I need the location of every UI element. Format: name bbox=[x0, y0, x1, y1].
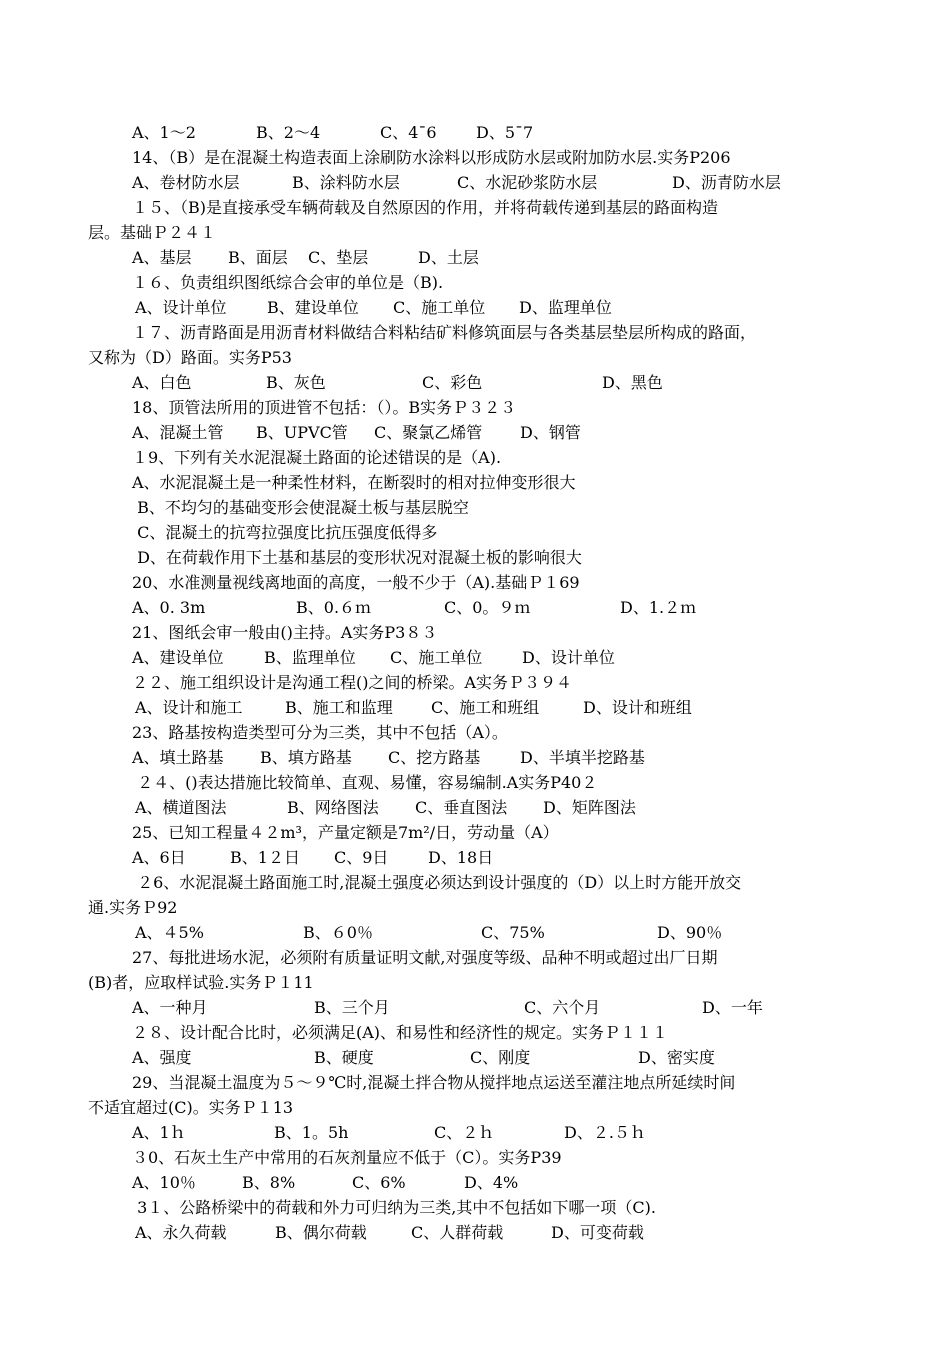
answer-options-row bbox=[88, 995, 878, 1020]
answer-option: D、一年 bbox=[702, 998, 763, 1017]
answer-option: C、垫层 bbox=[308, 248, 369, 267]
answer-option: B、UPVC管 bbox=[256, 423, 348, 442]
answer-option: C、4¯6 bbox=[380, 123, 437, 142]
answer-option: B、网络图法 bbox=[287, 798, 379, 817]
question-text: ２４、()表达措施比较简单、直观、易懂，容易编制.A实务P40２ bbox=[132, 773, 598, 792]
answer-options-row bbox=[88, 795, 878, 820]
answer-option: A、1～2 bbox=[132, 123, 196, 142]
question-text: １６、负责组织图纸综合会审的单位是（B). bbox=[132, 273, 444, 292]
answer-option: B、涂料防水层 bbox=[292, 173, 400, 192]
question-text: １７、沥青路面是用沥青材料做结合料粘结矿料修筑面层与各类基层垫层所构成的路面， bbox=[132, 323, 757, 342]
answer-option: B、1２日 bbox=[230, 848, 300, 867]
answer-option: D、土层 bbox=[418, 248, 479, 267]
answer-option: B、三个月 bbox=[314, 998, 390, 1017]
answer-option: D、沥青防水层 bbox=[672, 173, 781, 192]
answer-option: C、水泥砂浆防水层 bbox=[457, 173, 598, 192]
answer-option: D、半填半挖路基 bbox=[520, 748, 645, 767]
question-text-continued: (B)者，应取样试验.实务Ｐ１11 bbox=[88, 973, 314, 992]
answer-option: D、1.２ｍ bbox=[620, 598, 697, 617]
question-text: 25、已知工程量４２m³，产量定额是7m²/日，劳动量（A） bbox=[132, 823, 559, 842]
answer-option: C、垂直图法 bbox=[415, 798, 508, 817]
question-text: ２８、设计配合比时，必须满足(A)、和易性和经济性的规定。实务Ｐ１１１ bbox=[132, 1023, 669, 1042]
answer-option: D、90％ bbox=[657, 923, 723, 942]
question-text: ２6、水泥混凝土路面施工时,混凝土强度必须达到设计强度的（D）以上时方能开放交 bbox=[132, 873, 742, 892]
answer-option: B、填方路基 bbox=[260, 748, 352, 767]
question-text: 27、每批进场水泥，必须附有质量证明文献,对强度等级、品种不明或超过出厂日期 bbox=[132, 948, 718, 967]
question-text: 18、顶管法所用的顶进管不包括：（）。B实务Ｐ３２３ bbox=[132, 398, 517, 417]
answer-options-row bbox=[88, 845, 878, 870]
answer-option: B、2～4 bbox=[256, 123, 321, 142]
answer-option: C、施工单位 bbox=[390, 648, 483, 667]
answer-option: C、9日 bbox=[334, 848, 389, 867]
answer-option: A、卷材防水层 bbox=[132, 173, 240, 192]
answer-option: D、设计单位 bbox=[522, 648, 615, 667]
answer-option: A、横道图法 bbox=[135, 798, 227, 817]
answer-option: B、施工和监理 bbox=[285, 698, 393, 717]
answer-option: C、２ｈ bbox=[434, 1123, 495, 1142]
answer-option: A、设计单位 bbox=[135, 298, 227, 317]
answer-options-row bbox=[88, 920, 878, 945]
answer-option: D、矩阵图法 bbox=[543, 798, 636, 817]
answer-option: C、人群荷载 bbox=[411, 1223, 504, 1242]
answer-options-row bbox=[88, 1045, 878, 1070]
question-text: D、在荷载作用下土基和基层的变形状况对混凝土板的影响很大 bbox=[132, 548, 582, 567]
answer-option: D、监理单位 bbox=[519, 298, 612, 317]
question-text-continued: 不适宜超过(C)。实务Ｐ１13 bbox=[88, 1098, 294, 1117]
question-text: 21、图纸会审一般由()主持。A实务P3８３ bbox=[132, 623, 438, 642]
question-text: 3１、公路桥梁中的荷载和外力可归纳为三类,其中不包括如下哪一项（C). bbox=[132, 1198, 656, 1217]
answer-option: C、施工单位 bbox=[393, 298, 486, 317]
answer-option: A、0. 3m bbox=[132, 598, 206, 617]
answer-options-row bbox=[88, 1170, 878, 1195]
answer-option: D、钢管 bbox=[520, 423, 581, 442]
answer-option: A、永久荷载 bbox=[135, 1223, 227, 1242]
question-text: B、不均匀的基础变形会使混凝土板与基层脱空 bbox=[132, 498, 469, 517]
answer-options-row bbox=[88, 1220, 878, 1245]
answer-options-row bbox=[88, 295, 878, 320]
answer-options-row bbox=[88, 420, 878, 445]
answer-option: C、彩色 bbox=[422, 373, 483, 392]
question-text: ３0、石灰土生产中常用的石灰剂量应不低于（C）。实务P39 bbox=[132, 1148, 562, 1167]
question-text: 23、路基按构造类型可分为三类，其中不包括（A）。 bbox=[132, 723, 508, 742]
answer-option: A、白色 bbox=[132, 373, 192, 392]
answer-options-row bbox=[88, 595, 878, 620]
answer-option: A、建设单位 bbox=[132, 648, 224, 667]
answer-option: B、面层 bbox=[228, 248, 288, 267]
answer-option: A、一种月 bbox=[132, 998, 208, 1017]
answer-option: A、混凝土管 bbox=[132, 423, 224, 442]
question-text-continued: 通.实务Ｐ92 bbox=[88, 898, 178, 917]
answer-option: C、施工和班组 bbox=[431, 698, 540, 717]
answer-option: B、8% bbox=[242, 1173, 296, 1192]
question-text: C、混凝土的抗弯拉强度比抗压强度低得多 bbox=[132, 523, 438, 542]
answer-option: A、基层 bbox=[132, 248, 192, 267]
exam-question-list bbox=[88, 120, 878, 1245]
answer-option: A、10％ bbox=[132, 1173, 196, 1192]
answer-option: D、5¯7 bbox=[476, 123, 534, 142]
answer-option: C、刚度 bbox=[470, 1048, 531, 1067]
answer-option: D、18日 bbox=[428, 848, 494, 867]
answer-option: C、0。９ｍ bbox=[444, 598, 531, 617]
answer-option: D、可变荷载 bbox=[551, 1223, 644, 1242]
question-text-continued: 层。基础Ｐ２４１ bbox=[88, 223, 217, 242]
answer-option: A、6日 bbox=[132, 848, 186, 867]
answer-option: D、密实度 bbox=[638, 1048, 715, 1067]
answer-options-row bbox=[88, 695, 878, 720]
question-text: １9、下列有关水泥混凝土路面的论述错误的是（A). bbox=[132, 448, 502, 467]
answer-option: C、75% bbox=[481, 923, 545, 942]
answer-options-row bbox=[88, 170, 878, 195]
answer-option: D、设计和班组 bbox=[583, 698, 692, 717]
question-text: 14、（B）是在混凝土构造表面上涂刷防水涂料以形成防水层或附加防水层.实务P206 bbox=[132, 148, 731, 167]
question-text: 20、水准测量视线离地面的高度，一般不少于（A).基础Ｐ１69 bbox=[132, 573, 580, 592]
answer-option: C、聚氯乙烯管 bbox=[374, 423, 483, 442]
question-text: A、水泥混凝土是一种柔性材料，在断裂时的相对拉伸变形很大 bbox=[132, 473, 576, 492]
answer-option: B、６0％ bbox=[303, 923, 373, 942]
answer-option: D、4% bbox=[464, 1173, 519, 1192]
answer-option: D、２.５ｈ bbox=[564, 1123, 646, 1142]
answer-options-row bbox=[88, 645, 878, 670]
question-text-continued: 又称为（D）路面。实务P53 bbox=[88, 348, 292, 367]
answer-option: A、４5% bbox=[135, 923, 204, 942]
answer-option: B、偶尔荷载 bbox=[275, 1223, 367, 1242]
answer-option: A、1ｈ bbox=[132, 1123, 186, 1142]
answer-option: B、建设单位 bbox=[267, 298, 359, 317]
answer-option: B、监理单位 bbox=[264, 648, 356, 667]
answer-option: B、硬度 bbox=[314, 1048, 374, 1067]
answer-option: B、灰色 bbox=[266, 373, 326, 392]
question-text: ２２、施工组织设计是沟通工程()之间的桥梁。A实务Ｐ３９４ bbox=[132, 673, 573, 692]
answer-option: B、0.６ｍ bbox=[296, 598, 372, 617]
question-text: １５、（B)是直接承受车辆荷载及自然原因的作用，并将荷载传递到基层的路面构造 bbox=[132, 198, 719, 217]
answer-option: A、设计和施工 bbox=[135, 698, 243, 717]
answer-option: A、强度 bbox=[132, 1048, 192, 1067]
answer-option: A、填土路基 bbox=[132, 748, 224, 767]
answer-options-row bbox=[88, 1120, 878, 1145]
answer-option: C、六个月 bbox=[524, 998, 601, 1017]
answer-option: C、6% bbox=[352, 1173, 406, 1192]
answer-options-row bbox=[88, 120, 878, 145]
answer-option: B、1。5h bbox=[274, 1123, 349, 1142]
question-text: 29、当混凝土温度为５～９℃时,混凝土拌合物从搅拌地点运送至灌注地点所延续时间 bbox=[132, 1073, 736, 1092]
answer-option: C、挖方路基 bbox=[388, 748, 481, 767]
answer-options-row bbox=[88, 745, 878, 770]
answer-option: D、黑色 bbox=[602, 373, 663, 392]
answer-options-row bbox=[88, 245, 878, 270]
answer-options-row bbox=[88, 370, 878, 395]
